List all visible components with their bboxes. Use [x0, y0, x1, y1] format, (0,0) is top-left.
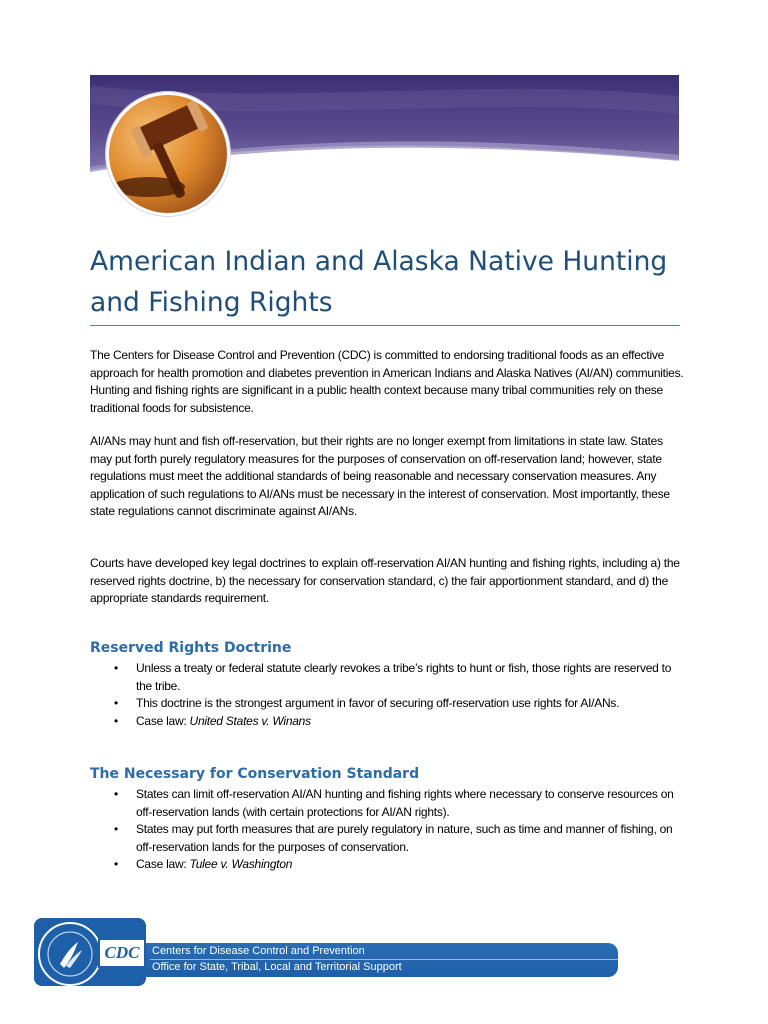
- bullet-icon: •: [114, 696, 118, 710]
- list-item-text: States can limit off-reservation AI/AN hunting and fishing rights where necessary to conserve resources on off-reservation lands (with certain protections for AI/AN rights).: [136, 787, 674, 819]
- list-item-text: Unless a treaty or federal statute clearly revokes a tribe’s rights to hunt or fish, those rights are reserved to the tribe.: [136, 661, 672, 693]
- footer-divider: [150, 959, 618, 960]
- intro-paragraph-3: Courts have developed key legal doctrines to explain off-reservation AI/AN hunting and fishing rights, including a) the reserved rights doctrine, b) the necessary for conservation standard, c) the fair apportionment standard, and d) the appropriate standards requirement.: [90, 556, 680, 605]
- gavel-icon: [106, 92, 230, 216]
- case-law-label: Case law:: [136, 713, 190, 728]
- list-item: [90, 695, 685, 713]
- bullet-icon: •: [114, 857, 118, 871]
- case-law-name: Tulee v. Washington: [189, 857, 293, 871]
- list-item-text: This doctrine is the strongest argument in favor of securing off-reservation use rights for AI/ANs.: [136, 696, 620, 710]
- bullet-icon: •: [114, 822, 118, 836]
- list-item: [90, 786, 685, 821]
- list-item-text: States may put forth measures that are purely regulatory in nature, such as time and manner of fishing, on off-reservation lands for the purposes of conservation.: [136, 822, 673, 854]
- footer-office-name: Office for State, Tribal, Local and Territorial Support: [152, 961, 402, 973]
- section-heading-reserved-rights: Reserved Rights Doctrine: [90, 640, 292, 656]
- bullet-icon: •: [114, 713, 118, 728]
- list-item: [90, 660, 685, 695]
- list-item: [90, 821, 685, 856]
- title-divider: [90, 325, 680, 326]
- intro-paragraph-1: The Centers for Disease Control and Prevention (CDC) is committed to endorsing traditional foods as an effective approach for health promotion and diabetes prevention in American Indians and Alaska Natives (AI/AN) communities. Hunting and fishing rights are significant in a public health context because many tribal communities rely on these traditional foods for subsistence.: [90, 348, 684, 415]
- reserved-rights-list: [90, 660, 685, 730]
- case-law-name: United States v. Winans: [189, 713, 311, 728]
- case-law-label: Case law:: [136, 857, 190, 871]
- footer-agency-name: Centers for Disease Control and Prevention: [152, 945, 365, 957]
- intro-paragraph-2: AI/ANs may hunt and fish off-reservation, but their rights are no longer exempt from limitations in state law. States may put forth purely regulatory measures for the purposes of conservation on off-reservation land; however, state regulations must meet the additional standards of being reasonable and necessary conservation measures. Any application of such regulations to AI/ANs must be necessary in the interest of conservation. Most importantly, these state regulations cannot discriminate against AI/ANs.: [90, 434, 670, 518]
- necessary-conservation-list: [90, 786, 685, 874]
- cdc-logo: CDC: [98, 938, 146, 968]
- hhs-seal-icon: [38, 922, 102, 986]
- section-heading-necessary-conservation: The Necessary for Conservation Standard: [90, 766, 420, 782]
- bullet-icon: •: [114, 661, 118, 675]
- bullet-icon: •: [114, 787, 118, 801]
- list-item: [90, 713, 685, 731]
- document-title: American Indian and Alaska Native Hunting and Fishing Rights: [90, 246, 668, 318]
- list-item: [90, 856, 685, 874]
